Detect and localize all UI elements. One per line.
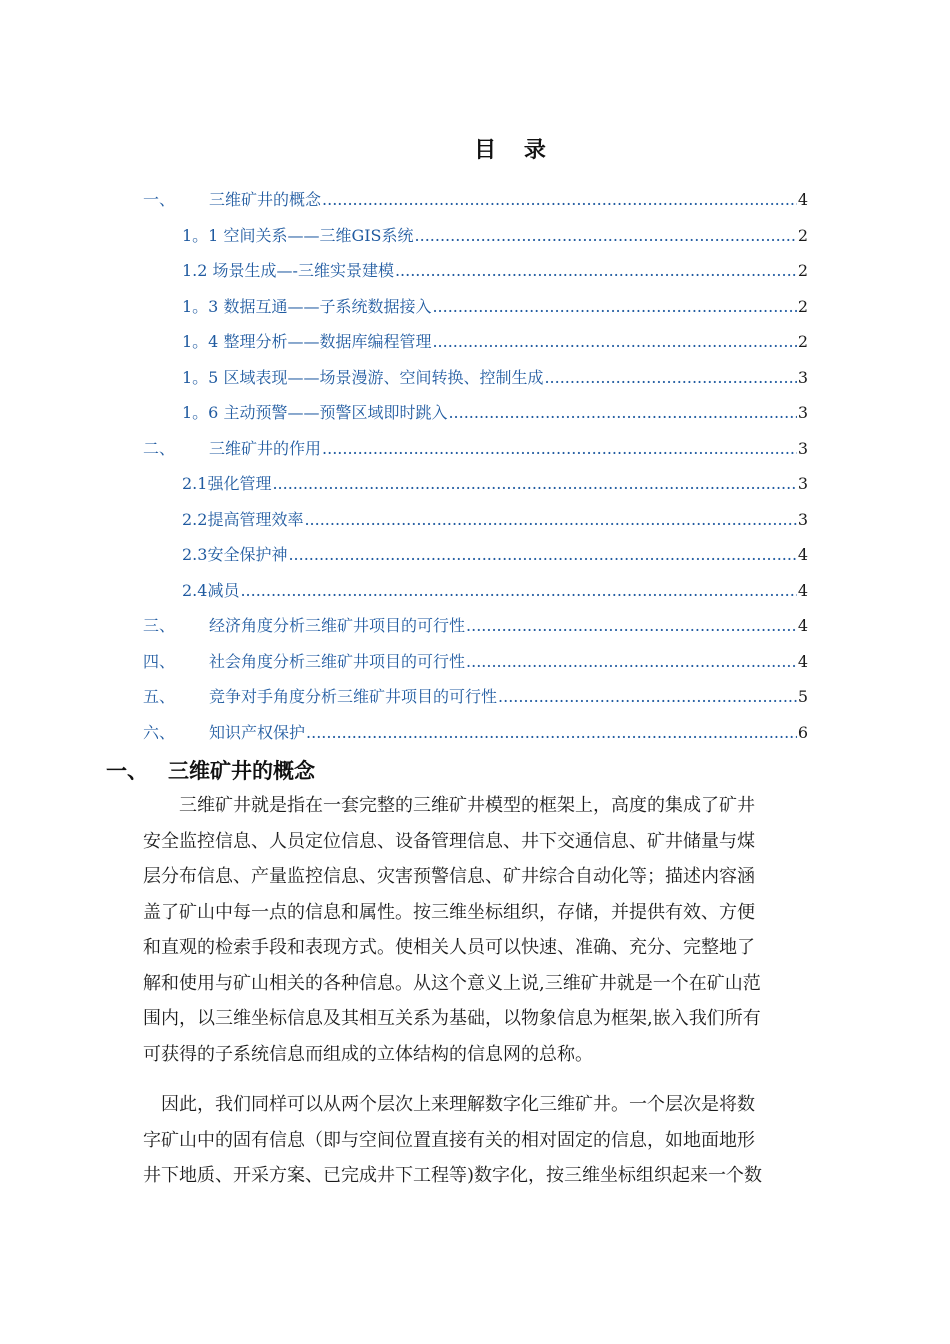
toc-entry[interactable] (182, 328, 808, 352)
toc-entry-number: 二、 (143, 439, 176, 458)
toc-leader-dots (432, 297, 796, 317)
toc-entry[interactable] (182, 222, 808, 246)
toc-entry[interactable] (143, 612, 808, 636)
paragraph-line: 三维矿井就是指在一套完整的三维矿井模型的框架上，高度的集成了矿井 (143, 795, 755, 816)
toc-entry[interactable] (182, 577, 808, 601)
toc-entry-text: 1。1 空间关系——三维GIS系统 (182, 226, 414, 245)
toc-leader-dots (306, 723, 797, 743)
toc-entry[interactable] (182, 541, 808, 565)
toc-entry-text: 2.1强化管理 (182, 474, 272, 493)
paragraph-line: 字矿山中的固有信息（即与空间位置直接有关的相对固定的信息，如地面地形 (143, 1129, 755, 1151)
paragraph-line: 围内，以三维坐标信息及其相互关系为基础，以物象信息为框架,嵌入我们所有 (143, 1008, 761, 1029)
toc-entry[interactable] (182, 257, 808, 281)
toc-entry-number: 一、 (143, 190, 176, 209)
toc-entry-page: 2 (797, 226, 808, 245)
toc-leader-dots (432, 332, 796, 352)
toc-entry-page: 3 (797, 510, 808, 529)
toc-leader-dots (304, 510, 796, 530)
toc-entry-page: 4 (797, 616, 808, 635)
toc-entry[interactable] (143, 719, 808, 743)
paragraph-line: 层分布信息、产量监控信息、灾害预警信息、矿井综合自动化等；描述内容涵 (143, 866, 755, 887)
toc-entry-page: 3 (797, 368, 808, 387)
section-heading-title: 三维矿井的概念 (168, 759, 315, 783)
toc-leader-dots (240, 581, 796, 601)
toc-leader-dots (466, 652, 797, 672)
paragraph-line: 安全监控信息、人员定位信息、设备管理信息、井下交通信息、矿井储量与煤 (143, 830, 755, 852)
toc-entry-page: 4 (797, 652, 808, 671)
paragraph-line: 解和使用与矿山相关的各种信息。从这个意义上说,三维矿井就是一个在矿山范 (143, 972, 761, 994)
toc-entry-page: 3 (797, 403, 808, 422)
toc-leader-dots (272, 474, 796, 494)
toc-leader-dots (395, 261, 797, 281)
toc-entry-text: 1.2 场景生成—-三维实景建模 (182, 261, 394, 280)
toc-entry-text: 竞争对手角度分析三维矿井项目的可行性 (209, 687, 498, 706)
toc-entry-text: 社会角度分析三维矿井项目的可行性 (209, 652, 466, 671)
toc-entry-text: 经济角度分析三维矿井项目的可行性 (209, 616, 466, 635)
toc-entry-number: 五、 (143, 687, 176, 706)
toc-leader-dots (415, 226, 797, 246)
paragraph-line: 井下地质、开采方案、已完成井下工程等)数字化，按三维坐标组织起来一个数 (143, 1165, 763, 1186)
toc-entry-number: 三、 (143, 616, 176, 635)
toc-entry-page: 4 (797, 545, 808, 564)
toc-entry-page: 3 (797, 439, 808, 458)
toc-entry[interactable] (182, 470, 808, 494)
section-heading-number: 一、 (106, 759, 148, 783)
paragraph-line: 因此，我们同样可以从两个层次上来理解数字化三维矿井。一个层次是将数 (143, 1094, 755, 1115)
toc-leader-dots (322, 190, 797, 210)
toc-entry-text: 三维矿井的作用 (209, 439, 322, 458)
toc-leader-dots (322, 439, 797, 459)
section-heading (106, 755, 315, 785)
toc-entry-text: 2.3安全保护神 (182, 545, 288, 564)
toc-entry-number: 四、 (143, 652, 176, 671)
toc-entry-page: 4 (797, 190, 808, 209)
toc-entry-text: 知识产权保护 (209, 723, 306, 742)
toc-entry-text: 1。5 区域表现——场景漫游、空间转换、控制生成 (182, 368, 544, 387)
toc-entry-page: 2 (797, 332, 808, 351)
toc-entry-text: 2.2提高管理效率 (182, 510, 304, 529)
toc-entry[interactable] (143, 648, 808, 672)
toc-entry-text: 1。3 数据互通——子系统数据接入 (182, 297, 432, 316)
toc-entry-number: 六、 (143, 723, 176, 742)
toc-entry-text: 1。4 整理分析——数据库编程管理 (182, 332, 432, 351)
toc-entry-page: 6 (797, 723, 808, 742)
toc-leader-dots (466, 616, 797, 636)
toc-entry[interactable] (182, 293, 808, 317)
paragraph-line: 和直观的检索手段和表现方式。使相关人员可以快速、准确、充分、完整地了 (143, 937, 755, 958)
toc-leader-dots (288, 545, 796, 565)
toc-entry-page: 2 (797, 261, 808, 280)
toc-leader-dots (544, 368, 796, 388)
toc-entry[interactable] (143, 435, 808, 459)
paragraph-line: 盖了矿山中每一点的信息和属性。按三维坐标组织，存储，并提供有效、方便 (143, 901, 755, 923)
toc-entry[interactable] (182, 399, 808, 423)
toc-entry[interactable] (182, 364, 808, 388)
toc-entry-text: 1。6 主动预警——预警区域即时跳入 (182, 403, 448, 422)
toc-entry-page: 2 (797, 297, 808, 316)
toc-entry[interactable] (143, 186, 808, 210)
toc-entry-page: 3 (797, 474, 808, 493)
toc-entry[interactable] (143, 683, 808, 707)
toc-entry-text: 2.4减员 (182, 581, 240, 600)
toc-leader-dots (498, 687, 797, 707)
toc-entry[interactable] (182, 506, 808, 530)
toc-leader-dots (448, 403, 796, 423)
toc-title: 目 录 (474, 137, 556, 163)
toc-entry-text: 三维矿井的概念 (209, 190, 322, 209)
body-paragraph (143, 788, 808, 1072)
body-paragraph (143, 1087, 808, 1194)
toc-entry-page: 4 (797, 581, 808, 600)
toc-entry-page: 5 (797, 687, 808, 706)
paragraph-line: 可获得的子系统信息而组成的立体结构的信息网的总称。 (143, 1043, 593, 1065)
